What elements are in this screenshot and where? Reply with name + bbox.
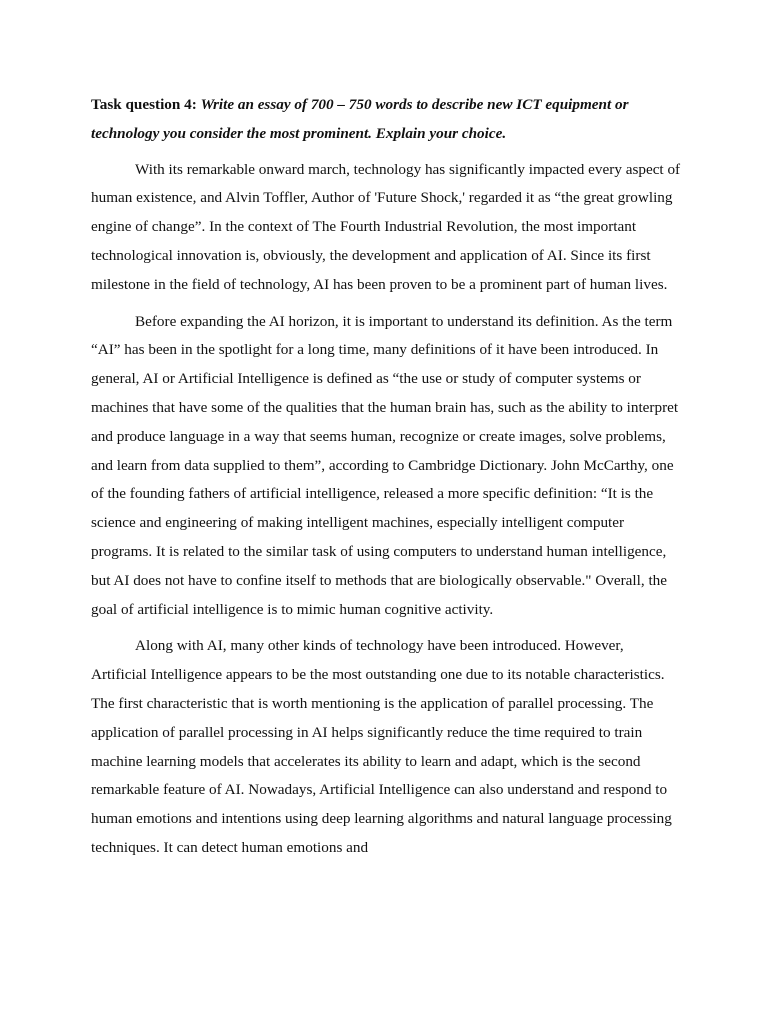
essay-paragraph-intro: With its remarkable onward march, technology has significantly impacted every aspect of human existence, and Alvin Toffler, Author of 'Future Shock,' regarded it as “the great growling engine of change”. In the context of The Fourth Industrial Revolution, the most important technological innovation is, obviously, the development and application of AI. Since its first milestone in the field of technology, AI has been proven to be a prominent part of human lives. (91, 160, 681, 293)
task-prompt: Write an essay of 700 – 750 words to describe new ICT equipment or technology you consider the most prominent. Explain your choice. (91, 96, 629, 142)
task-label: Task question 4: (91, 96, 197, 113)
essay-paragraph-characteristics: Along with AI, many other kinds of technology have been introduced. However, Artificial Intelligence appears to be the most outstanding one due to its notable characteristics. The first characteristic that is worth mentioning is the application of parallel processing. The application of parallel processing in AI helps significantly reduce the time required to train machine learning models that accelerates its ability to learn and adapt, which is the second remarkable feature of AI. Nowadays, Artificial Intelligence can also understand and respond to human emotions and intentions using deep learning algorithms and natural language processing techniques. It can detect human emotions and (91, 637, 672, 856)
essay-page (91, 91, 681, 871)
essay-paragraph-definition: Before expanding the AI horizon, it is important to understand its definition. As the term “AI” has been in the spotlight for a long time, many definitions of it have been introduced. In general, AI or Artificial Intelligence is defined as “the use or study of computer systems or machines that have some of the qualities that the human brain has, such as the ability to interpret and produce language in a way that seems human, recognize or create images, solve problems, and learn from data supplied to them”, according to Cambridge Dictionary. John McCarthy, one of the founding fathers of artificial intelligence, released a more specific definition: “It is the science and engineering of making intelligent machines, especially intelligent computer programs. It is related to the similar task of using computers to understand human intelligence, but AI does not have to confine itself to methods that are biologically observable." Overall, the goal of artificial intelligence is to mimic human cognitive activity. (91, 312, 679, 618)
task-question (91, 91, 681, 149)
